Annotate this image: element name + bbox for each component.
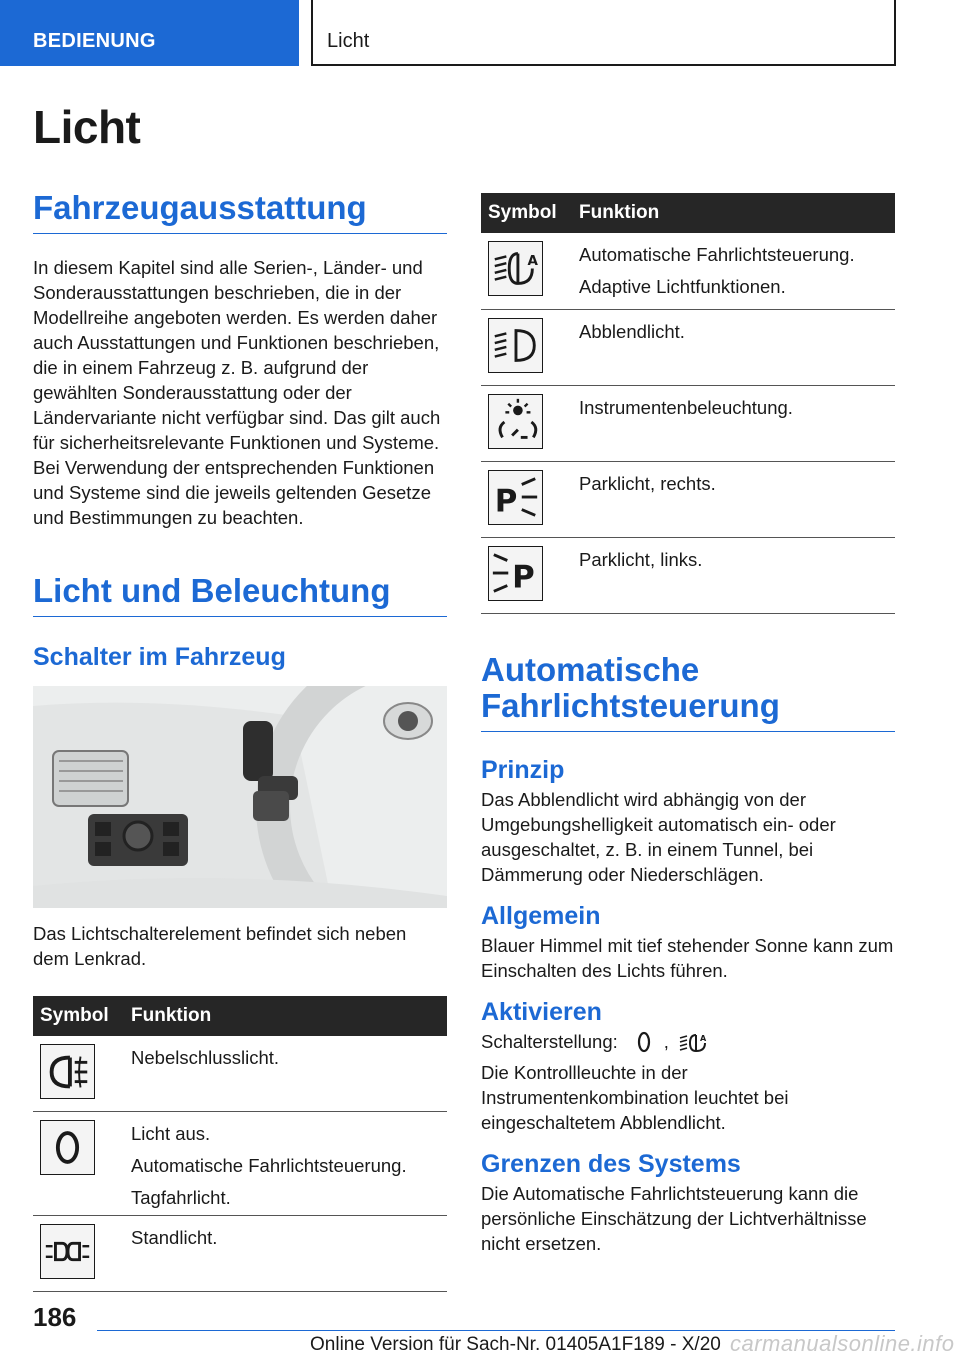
table-header-row: [481, 193, 895, 233]
function-text: Automatische Fahrlichtsteuerung.: [131, 1155, 407, 1177]
symbol-cell: [481, 233, 579, 309]
table-row: [33, 1112, 447, 1216]
heading-grenzen: Grenzen des Systems: [481, 1150, 741, 1179]
lights-off-icon: [40, 1120, 95, 1175]
schalter-label: Schalterstellung:: [481, 1031, 618, 1053]
light-switch-photo: [33, 686, 447, 908]
symbol-cell: [33, 1036, 131, 1112]
footer-version-text: Online Version für Sach-Nr. 01405A1F189 - X/20: [310, 1334, 721, 1355]
parking-light-right-icon: [488, 470, 543, 525]
table-row: [481, 537, 895, 613]
section-tab: BEDIENUNG: [0, 0, 299, 66]
page-title: Licht: [33, 101, 141, 153]
table-row: [481, 309, 895, 385]
function-text: Nebelschlusslicht.: [131, 1046, 280, 1068]
svg-text:A: A: [527, 253, 538, 270]
heading-allgemein: Allgemein: [481, 902, 601, 931]
paragraph-aktivieren: Die Kontrollleuchte in der Instrumentenkombination leuchtet bei eingeschaltetem Abblendlicht.: [481, 1062, 789, 1134]
heading-licht-beleuchtung: Licht und Beleuchtung: [33, 573, 447, 617]
symbol-cell: [481, 537, 579, 613]
heading-aktivieren: Aktivieren: [481, 998, 602, 1027]
paragraph-grenzen: Die Automatische Fahrlichtsteuerung kann die persönliche Einschätzung der Lichtverhältnisse nicht ersetzen.: [481, 1183, 867, 1255]
paragraph-allgemein: Blauer Himmel mit tief stehender Sonne kann zum Einschalten des Lichts führen.: [481, 935, 894, 982]
parking-light-icon: [40, 1224, 95, 1279]
heading-fahrzeugausstattung: Fahrzeugausstattung: [33, 190, 447, 234]
function-text: Standlicht.: [131, 1227, 218, 1249]
low-beam-icon: [488, 318, 543, 373]
function-text: Instrumentenbeleuchtung.: [579, 396, 793, 418]
svg-text:A: A: [699, 1033, 707, 1043]
heading-schalter: Schalter im Fahrzeug: [33, 642, 286, 671]
heading-prinzip: Prinzip: [481, 756, 565, 785]
svg-text:P: P: [512, 558, 535, 595]
table-header-row: [33, 996, 447, 1036]
function-text: Adaptive Lichtfunktionen.: [579, 276, 786, 297]
function-cell: [131, 1216, 447, 1292]
heading-automatische-fahrlichtsteuerung: Automatische Fahrlichtsteuerung: [481, 652, 895, 733]
parking-light-left-icon: [488, 546, 543, 601]
function-text: Licht aus.: [131, 1123, 211, 1145]
symbol-cell: [33, 1216, 131, 1292]
function-cell: [579, 537, 895, 613]
instrument-lighting-icon: [488, 394, 543, 449]
lights-off-icon: [632, 1030, 656, 1054]
rear-fog-light-icon: [40, 1044, 95, 1099]
column-header-funktion: Funktion: [579, 193, 895, 233]
symbol-cell: [33, 1112, 131, 1216]
function-cell: [579, 233, 895, 309]
symbol-cell: [481, 461, 579, 537]
table-row: [481, 385, 895, 461]
function-cell: [579, 461, 895, 537]
svg-text:P: P: [494, 482, 518, 519]
dashboard-illustration: [33, 686, 447, 908]
page-header: [0, 0, 960, 66]
table-row: [481, 233, 895, 309]
function-cell: [579, 385, 895, 461]
function-text: Parklicht, rechts.: [579, 472, 716, 494]
function-text: Automatische Fahrlichtsteuerung.: [579, 244, 855, 265]
page-number: 186: [33, 1302, 77, 1332]
topic-box: Licht: [311, 0, 896, 66]
column-header-funktion: Funktion: [131, 996, 447, 1036]
schalter-separator: ,: [663, 1031, 669, 1053]
function-text: Abblendlicht.: [579, 320, 685, 342]
watermark: carmanualsonline.info: [730, 1331, 955, 1356]
function-text: Tagfahrlicht.: [131, 1187, 231, 1209]
left-column: [33, 190, 447, 1292]
auto-headlight-icon: [679, 1030, 709, 1054]
paragraph-ausstattung: In diesem Kapitel sind alle Serien-, Länder- und Sonderausstattungen beschrieben, die in der Modellreihe angeboten werden. Es werden daher auch Ausstattungen und Funktionen beschrieben, die in einem Fahrzeug z. B. aufgrund der gewählten Sonderausstattung oder der Ländervariante nicht verfügbar sind. Das gilt auch für sicherheitsrelevante Funktionen und Systeme. Bei Verwendung der entsprechenden Funktionen und Systeme sind die jeweils geltenden Gesetze und Bestimmungen zu beachten.: [33, 256, 441, 528]
switch-table-right: [481, 193, 895, 614]
auto-headlight-icon: [488, 241, 543, 296]
table-row: [33, 1036, 447, 1112]
function-cell: [579, 309, 895, 385]
symbol-cell: [481, 309, 579, 385]
column-header-symbol: Symbol: [481, 193, 579, 233]
switch-table-left: [33, 996, 447, 1293]
symbol-cell: [481, 385, 579, 461]
function-text: Parklicht, links.: [579, 548, 703, 570]
paragraph-schalterstellung: [481, 1029, 895, 1054]
paragraph-prinzip: Das Abblendlicht wird abhängig von der Umgebungshelligkeit automatisch ein- oder ausgeschaltet, z. B. in einem Tunnel, bei Dämmerung oder Niederschlägen.: [481, 789, 836, 886]
function-cell: [131, 1112, 447, 1216]
right-column: [481, 193, 895, 1256]
table-row: [33, 1216, 447, 1292]
table-row: [481, 461, 895, 537]
column-header-symbol: Symbol: [33, 996, 131, 1036]
function-cell: [131, 1036, 447, 1112]
photo-caption: Das Lichtschalterelement befindet sich neben dem Lenkrad.: [33, 922, 407, 969]
